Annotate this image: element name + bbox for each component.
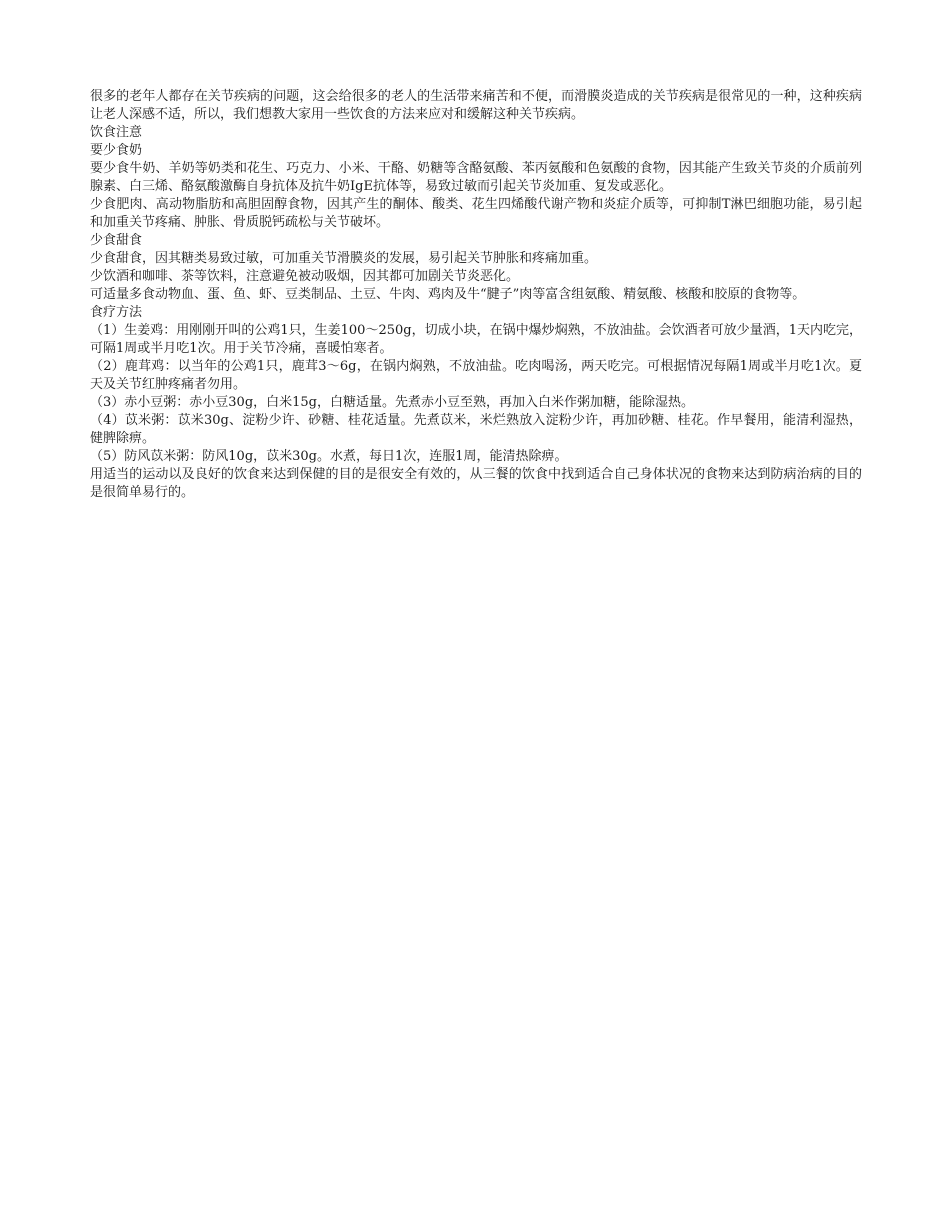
section-heading-diet-therapy: 食疗方法 (90, 305, 143, 320)
paragraph-milk-advice: 要少食牛奶、羊奶等奶类和花生、巧克力、小米、干酪、奶糖等含酪氨酸、苯丙氨酸和色氨酸的食物，因其能产生致关节炎的介质前列腺素、白三烯、酪氨酸激酶自身抗体及抗牛奶IgE抗体等，易致过敏而引起关节炎加重、复发或恶化。 (90, 161, 862, 194)
recipe-item-2: （2）鹿茸鸡：以当年的公鸡1只，鹿茸3～6g，在锅内焖熟，不放油盐。吃肉喝汤，两天吃完。可根据情况每隔1周或半月吃1次。夏天及关节红肿疼痛者勿用。 (90, 359, 862, 392)
document-page (90, 88, 862, 502)
paragraph-recommended-foods: 可适量多食动物血、蛋、鱼、虾、豆类制品、土豆、牛肉、鸡肉及牛“腱子”肉等富含组氨酸、精氨酸、核酸和胶原的食物等。 (90, 287, 806, 302)
recipe-item-3: （3）赤小豆粥：赤小豆30g，白米15g，白糖适量。先煮赤小豆至熟，再加入白米作粥加糖，能除湿热。 (90, 395, 694, 410)
intro-paragraph: 很多的老年人都存在关节疾病的问题，这会给很多的老人的生活带来痛苦和不便，而滑膜炎造成的关节疾病是很常见的一种，这种疾病让老人深感不适，所以，我们想教大家用一些饮食的方法来应对和缓解这种关节疾病。 (90, 89, 862, 122)
paragraph-sweets-advice: 少食甜食，因其糖类易致过敏，可加重关节滑膜炎的发展，易引起关节肿胀和疼痛加重。 (90, 251, 598, 266)
section-heading-diet-notes: 饮食注意 (90, 125, 143, 140)
recipe-item-5: （5）防风苡米粥：防风10g，苡米30g。水煮，每日1次，连服1周，能清热除痹。 (90, 449, 568, 464)
paragraph-drinks-advice: 少饮酒和咖啡、茶等饮料，注意避免被动吸烟，因其都可加剧关节炎恶化。 (90, 269, 520, 284)
subheading-less-sweets: 少食甜食 (90, 233, 143, 248)
subheading-less-milk: 要少食奶 (90, 143, 143, 158)
closing-paragraph: 用适当的运动以及良好的饮食来达到保健的目的是很安全有效的，从三餐的饮食中找到适合自己身体状况的食物来达到防病治病的目的是很简单易行的。 (90, 467, 862, 500)
paragraph-fat-advice: 少食肥肉、高动物脂肪和高胆固醇食物，因其产生的酮体、酸类、花生四烯酸代谢产物和炎症介质等，可抑制T淋巴细胞功能，易引起和加重关节疼痛、肿胀、骨质脱钙疏松与关节破坏。 (90, 197, 862, 230)
recipe-item-4: （4）苡米粥：苡米30g、淀粉少许、砂糖、桂花适量。先煮苡米，米烂熟放入淀粉少许，再加砂糖、桂花。作早餐用，能清利湿热，健脾除痹。 (90, 413, 862, 446)
recipe-item-1: （1）生姜鸡：用刚刚开叫的公鸡1只，生姜100～250g，切成小块，在锅中爆炒焖熟，不放油盐。会饮酒者可放少量酒，1天内吃完，可隔1周或半月吃1次。用于关节冷痛，喜暖怕寒者。 (90, 323, 862, 356)
